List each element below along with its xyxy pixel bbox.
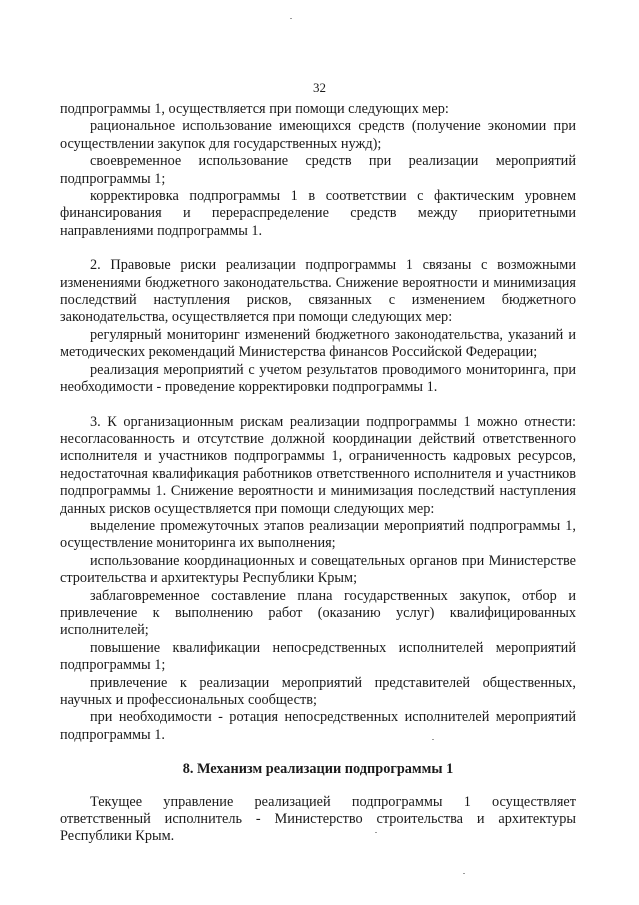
paragraph-4: корректировка подпрограммы 1 в соответствии с фактическим уровнем финансирования и перераспределение средств между приоритетными направлениями подпрограммы 1. (60, 188, 576, 239)
scan-speck (375, 832, 377, 833)
paragraph-2: рациональное использование имеющихся средств (получение экономии при осуществлении закупок для государственных нужд); (60, 118, 576, 152)
paragraph-12: повышение квалификации непосредственных исполнителей мероприятий подпрограммы 1; (60, 639, 576, 674)
paragraph-3: своевременное использование средств при реализации мероприятий подпрограммы 1; (60, 153, 576, 187)
paragraph-gap (60, 779, 576, 794)
page-number: 32 (313, 80, 326, 95)
scan-speck (463, 873, 465, 874)
document-body (60, 101, 576, 846)
section-heading: 8. Механизм реализации подпрограммы 1 (182, 761, 454, 778)
scan-speck (290, 18, 292, 19)
paragraph-legal-risks: 2. Правовые риски реализации подпрограммы 1 связаны с возможными изменениями бюджетного законодательства. Снижение вероятности и минимизация последствий наступления рисков, связанных с изменением бюджетного законодательства, осуществляется при помощи следующих мер: (60, 257, 576, 326)
paragraph-6: регулярный мониторинг изменений бюджетного законодательства, указаний и методических рекомендаций Министерства финансов Российской Федерации; (60, 326, 576, 361)
paragraph-11: заблаговременное составление плана государственных закупок, отбор и привлечение к выполнению работ (оказанию услуг) квалифицированных исполнителей; (60, 587, 576, 639)
paragraph-organizational-risks: 3. К организационным рискам реализации подпрограммы 1 можно отнести: несогласованность и отсутствие должной координации действий ответственного исполнителя и участников подпрограммы 1, ограниченность кадровых ресурсов, недостаточная квалификация работников ответственного исполнителя и участников подпрограммы 1. Снижение вероятности и минимизация последствий наступления данных рисков осуществляется при помощи следующих мер: (60, 413, 576, 517)
paragraph-gap (60, 397, 576, 414)
paragraph-13: привлечение к реализации мероприятий представителей общественных, научных и профессиональных сообществ; (60, 674, 576, 708)
paragraph-14: при необходимости - ротация непосредственных исполнителей мероприятий подпрограммы 1. (60, 709, 576, 743)
paragraph-10: использование координационных и совещательных органов при Министерстве строительства и архитектуры Республики Крым; (60, 552, 576, 587)
paragraph-1: подпрограммы 1, осуществляется при помощи следующих мер: (60, 101, 449, 117)
paragraph-gap (60, 744, 576, 761)
paragraph-9: выделение промежуточных этапов реализации мероприятий подпрограммы 1, осуществление мониторинга их выполнения; (60, 517, 576, 552)
paragraph-7: реализация мероприятий с учетом результатов проводимого мониторинга, при необходимости - проведение корректировки подпрограммы 1. (60, 361, 576, 396)
scan-speck (432, 739, 434, 740)
paragraph-mechanism: Текущее управление реализацией подпрограммы 1 осуществляет ответственный исполнитель - Министерство строительства и архитектуры Республики Крым. (60, 793, 576, 845)
paragraph-gap (60, 240, 576, 257)
